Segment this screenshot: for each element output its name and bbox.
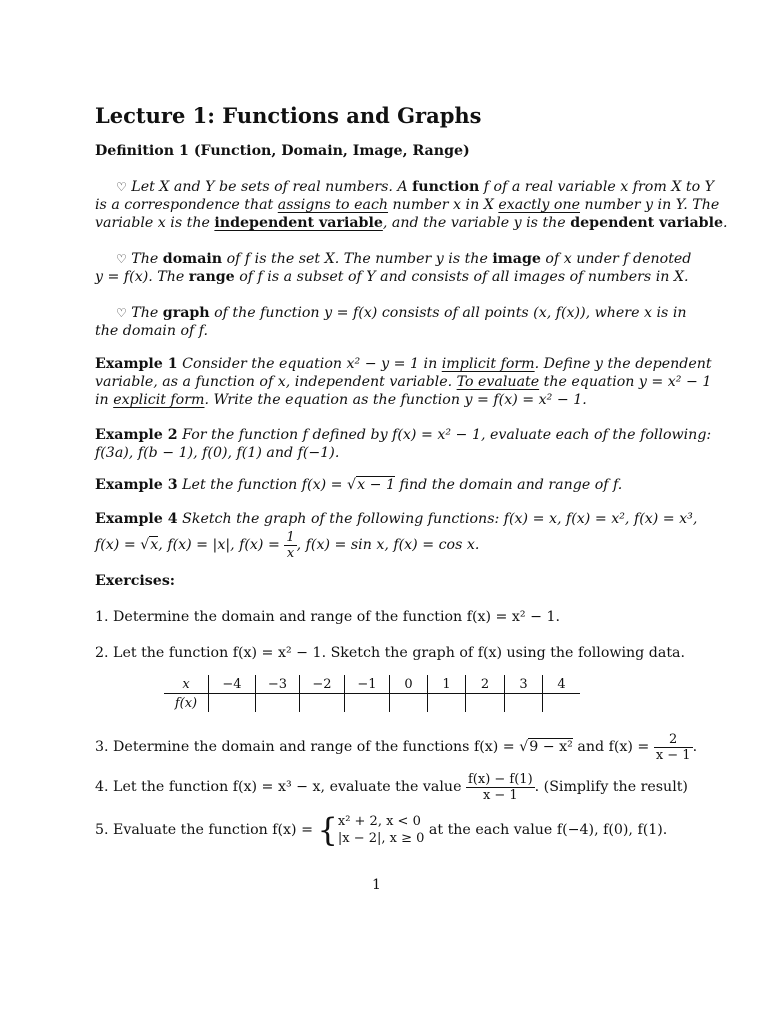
table-cell: 2 [466, 675, 505, 694]
example2-label: Example 2 [95, 427, 178, 443]
table-cell: −1 [345, 675, 390, 694]
table-cell [428, 694, 466, 713]
table-cell [505, 694, 543, 713]
def-para1-line1: ♡ Let X and Y be sets of real numbers. A function f of a real variable x from X to Y [116, 179, 715, 195]
def-para3-line1: ♡ The graph of the function y = f(x) consists of all points (x, f(x)), where x is in [116, 305, 687, 321]
page-title: Lecture 1: Functions and Graphs [95, 103, 482, 128]
table-cell [345, 694, 390, 713]
definition-heading: Definition 1 (Function, Domain, Image, Range) [95, 143, 470, 159]
table-cell [390, 694, 428, 713]
exercise-4: 4. Let the function f(x) = x³ − x, evaluate the value $\frac{f(x) - f(1)}{x - 1}$ . (Simplify the result) [95, 771, 688, 803]
piecewise-cases: x² + 2, x < 0 |x − 2|, x ≥ 0 [337, 814, 425, 846]
exercise-1: 1. Determine the domain and range of the function f(x) = x² − 1. [95, 609, 561, 625]
def-para3-line2: the domain of f. [95, 323, 209, 339]
table-cell [300, 694, 345, 713]
def-para2-line2: y = f(x). The range of f is a subset of Y and consists of all images of numbers in X. [95, 269, 689, 285]
left-brace: { [317, 811, 338, 849]
example2-line2: f(3a), f(b − 1), f(0), f(1) and f(−1). [95, 445, 340, 461]
fraction-two-over-x-minus-1: $\frac{2}{x - 1}$ [655, 731, 691, 763]
table-cell: −4 [209, 675, 256, 694]
heart-icon: ♡ [116, 306, 127, 320]
example3-label: Example 3 [95, 477, 178, 493]
table-cell: 4 [543, 675, 581, 694]
example1-line3: in explicit form. Write the equation as the function y = f(x) = x² − 1. [95, 392, 587, 408]
table-cell [209, 694, 256, 713]
table-cell: 3 [505, 675, 543, 694]
example1-line2: variable, as a function of x, independent variable. To evaluate the equation y = x² − 1 [95, 374, 712, 390]
example4-line1: Example 4 Sketch the graph of the following functions: f(x) = x, f(x) = x², f(x) = x³, [95, 511, 698, 527]
table-cell: 1 [428, 675, 466, 694]
table-cell [543, 694, 581, 713]
table-row [164, 694, 580, 713]
heart-icon: ♡ [116, 180, 127, 194]
table-cell [256, 694, 300, 713]
def-para1-line2: is a correspondence that assigns to each number x in X exactly one number y in Y. The [95, 197, 720, 213]
table-cell [466, 694, 505, 713]
table-cell: 0 [390, 675, 428, 694]
fraction-one-over-x: $\frac{1}{x}$ [286, 529, 295, 561]
table-cell: −3 [256, 675, 300, 694]
example1-label: Example 1 [95, 356, 178, 372]
def-para1-line3: variable x is the independent variable, and the variable y is the dependent variable. [95, 215, 728, 231]
exercise-5: 5. Evaluate the function f(x) = { x² + 2, x < 0 |x − 2|, x ≥ 0 at the each value f(−4), f(0), f(1). [95, 811, 668, 849]
example3-line1: Example 3 Let the function f(x) = √x − 1 find the domain and range of f. [95, 477, 623, 493]
table-cell: f(x) [174, 695, 198, 711]
table-cell: x [164, 675, 209, 694]
page-number: 1 [372, 877, 381, 893]
example4-line2: f(x) = √x, f(x) = |x|, f(x) = $\frac{1}{x}$ , f(x) = sin x, f(x) = cos x. [95, 529, 480, 561]
def-para2-line1: ♡ The domain of f is the set X. The number y is the image of x under f denoted [116, 251, 692, 267]
table-row [164, 675, 580, 694]
example1-line1: Example 1 Consider the equation x² − y = 1 in implicit form. Define y the dependent [95, 356, 712, 372]
example4-label: Example 4 [95, 511, 178, 527]
data-table [164, 675, 580, 712]
example2-line1: Example 2 For the function f defined by f(x) = x² − 1, evaluate each of the following: [95, 427, 712, 443]
exercise-3: 3. Determine the domain and range of the functions f(x) = √9 − x² and f(x) = $\frac{2}{x - 1}$ . [95, 731, 698, 763]
table-cell: −2 [300, 675, 345, 694]
heart-icon: ♡ [116, 252, 127, 266]
difference-quotient-fraction: $\frac{f(x) - f(1)}{x - 1}$ [467, 771, 533, 803]
exercises-heading: Exercises: [95, 573, 176, 589]
exercise-2: 2. Let the function f(x) = x² − 1. Sketch the graph of f(x) using the following data. [95, 645, 685, 661]
